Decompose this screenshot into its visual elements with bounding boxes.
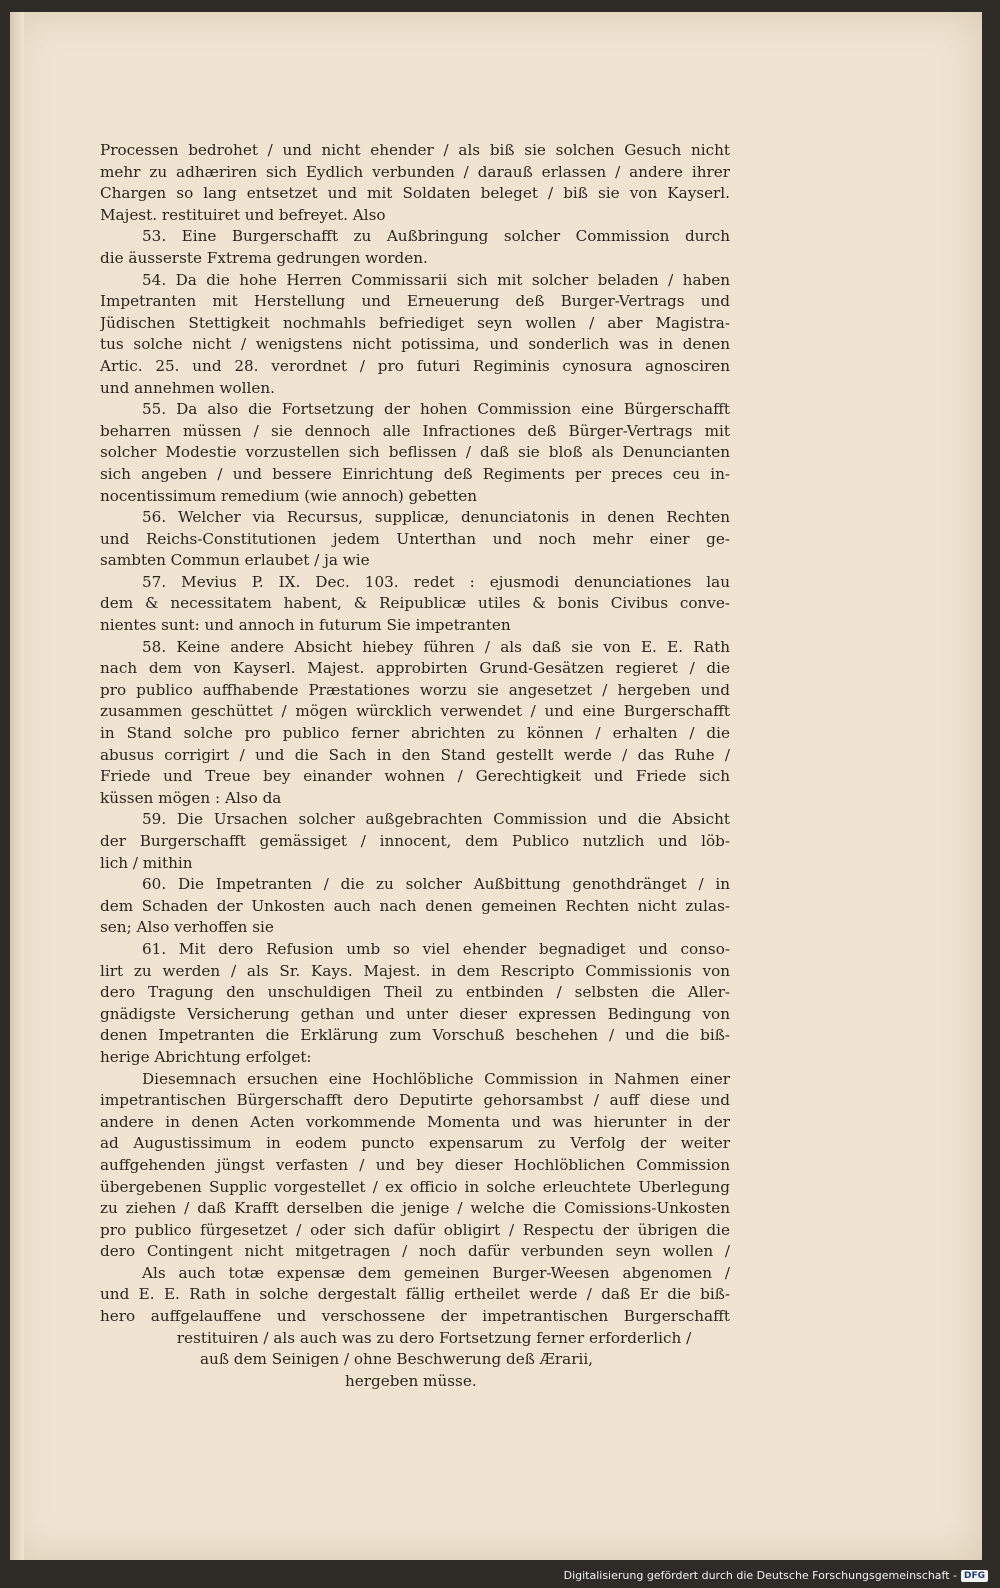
text-line: übergebenen Supplic vorgestellet / ex officio in solche erleuchtete Uberlegung — [100, 1177, 730, 1196]
text-line: und annehmen wollen. — [100, 378, 275, 397]
text-line: andere in denen Acten vorkommende Momenta und was hierunter in der — [100, 1112, 730, 1131]
text-line: pro publico auffhabende Præstationes worzu sie angesetzet / hergeben und — [100, 680, 730, 699]
text-line: Processen bedrohet / und nicht ehender / als biß sie solchen Gesuch nicht — [100, 141, 730, 159]
text-line: küssen mögen : Also da — [100, 788, 282, 807]
text-line: und E. E. Rath in solche dergestalt fällig ertheilet werde / daß Er die biß- — [100, 1285, 730, 1304]
text-line: hergeben müsse. — [345, 1371, 477, 1390]
text-line: dero Contingent nicht mitgetragen / noch dafür verbunden seyn wollen / — [100, 1242, 730, 1261]
text-line: 55. Da also die Fortsetzung der hohen Commission eine Bürgerschafft — [142, 400, 730, 419]
text-line: zu ziehen / daß Krafft derselben die jenige / welche die Comissions-Unkosten — [100, 1199, 730, 1218]
text-line: Friede und Treue bey einander wohnen / Gerechtigkeit und Friede sich — [100, 767, 730, 786]
text-line: nach dem von Kayserl. Majest. approbirten Grund-Gesätzen regieret / die — [100, 659, 730, 678]
page-spine-shadow — [10, 12, 24, 1560]
scanned-page — [10, 12, 982, 1560]
text-line: 59. Die Ursachen solcher außgebrachten Commission und die Absicht — [142, 810, 730, 829]
text-line: gnädigste Versicherung gethan und unter dieser expressen Bedingung von — [100, 1004, 730, 1023]
text-line: beharren müssen / sie dennoch alle Infractiones deß Bürger-Vertrags mit — [100, 421, 730, 440]
text-line: ad Augustissimum in eodem puncto expensarum zu Verfolg der weiter — [100, 1134, 730, 1153]
text-line: impetrantischen Bürgerschafft dero Deputirte gehorsambst / auff diese und — [100, 1091, 730, 1110]
text-line: Jüdischen Stettigkeit nochmahls befriediget seyn wollen / aber Magistra- — [100, 313, 730, 332]
text-line: Chargen so lang entsetzet und mit Soldaten beleget / biß sie von Kayserl. — [100, 184, 730, 203]
text-line: lich / mithin — [100, 853, 193, 872]
text-line: die äusserste Fxtrema gedrungen worden. — [100, 248, 428, 267]
footer-credit-text: Digitalisierung gefördert durch die Deutsche Forschungsgemeinschaft - — [563, 1569, 957, 1582]
text-line: 57. Mevius P. IX. Dec. 103. redet : ejusmodi denunciationes lau — [142, 572, 730, 591]
text-line: sen; Also verhoffen sie — [100, 918, 274, 937]
text-line: in Stand solche pro publico ferner abrichten zu können / erhalten / die — [100, 724, 730, 743]
text-line: nocentissimum remedium (wie annoch) gebetten — [100, 486, 478, 505]
text-line: sambten Commun erlaubet / ja wie — [100, 551, 370, 570]
text-line: Diesemnach ersuchen eine Hochlöbliche Commission in Nahmen einer — [142, 1069, 730, 1088]
text-line: und Reichs-Constitutionen jedem Unterthan und noch mehr einer ge- — [100, 529, 730, 548]
text-line: abusus corrigirt / und die Sach in den Stand gestellt werde / das Ruhe / — [100, 745, 730, 764]
text-line: 58. Keine andere Absicht hiebey führen / als daß sie von E. E. Rath — [142, 637, 730, 656]
text-line: tus solche nicht / wenigstens nicht potissima, und sonderlich was in denen — [100, 335, 730, 354]
text-line: 60. Die Impetranten / die zu solcher Außbittung genothdränget / in — [142, 875, 730, 894]
text-line: solcher Modestie vorzustellen sich beflissen / daß sie bloß als Denuncianten — [100, 443, 730, 462]
text-line: mehr zu adhæriren sich Eydlich verbunden / darauß erlassen / andere ihrer — [100, 162, 730, 181]
text-line: lirt zu werden / als Sr. Kays. Majest. in dem Rescripto Commissionis von — [100, 961, 730, 980]
text-line: dero Tragung den unschuldigen Theil zu entbinden / selbsten die Aller- — [100, 983, 730, 1002]
text-line: dem Schaden der Unkosten auch nach denen gemeinen Rechten nicht zulas- — [100, 896, 730, 915]
text-line: Als auch totæ expensæ dem gemeinen Burger-Weesen abgenomen / — [142, 1263, 730, 1282]
text-line: 53. Eine Burgerschafft zu Außbringung solcher Commission durch — [142, 227, 730, 246]
text-line: Majest. restituiret und befreyet. Also — [100, 205, 386, 224]
text-line: sich angeben / und bessere Einrichtung deß Regiments per preces ceu in- — [100, 464, 730, 483]
text-line: hero auffgelauffene und verschossene der impetrantischen Burgerschafft — [100, 1307, 730, 1326]
text-line: auffgehenden jüngst verfasten / und bey dieser Hochlöblichen Commission — [100, 1155, 730, 1174]
text-line: auß dem Seinigen / ohne Beschwerung deß Ærarii, — [200, 1350, 594, 1369]
text-line: herige Abrichtung erfolget: — [100, 1047, 312, 1066]
text-line: denen Impetranten die Erklärung zum Vorschuß beschehen / und die biß- — [100, 1026, 730, 1045]
text-line: restituiren / als auch was zu dero Fortsetzung ferner erforderlich / — [176, 1328, 692, 1347]
document-text-block — [100, 140, 730, 1392]
text-line: zusammen geschüttet / mögen würcklich verwendet / und eine Burgerschafft — [100, 702, 730, 721]
text-line: nientes sunt: und annoch in futurum Sie impetranten — [100, 616, 511, 635]
footer-credit — [564, 1569, 988, 1582]
text-line: 56. Welcher via Recursus, supplicæ, denunciatonis in denen Rechten — [142, 508, 730, 527]
text-line: Impetranten mit Herstellung und Erneuerung deß Burger-Vertrags und — [100, 292, 730, 311]
text-line: der Burgerschafft gemässiget / innocent, dem Publico nutzlich und löb- — [100, 832, 730, 850]
text-line: 54. Da die hohe Herren Commissarii sich mit solcher beladen / haben — [142, 270, 730, 289]
text-line: dem & necessitatem habent, & Reipublicæ utiles & bonis Civibus conve- — [100, 594, 730, 613]
text-line: 61. Mit dero Refusion umb so viel ehender begnadiget und conso- — [142, 939, 730, 958]
dfg-logo-icon: DFG — [961, 1570, 988, 1582]
text-line: pro publico fürgesetzet / oder sich dafür obligirt / Respectu der übrigen die — [100, 1220, 730, 1239]
text-line: Artic. 25. und 28. verordnet / pro futuri Regiminis cynosura agnosciren — [100, 356, 730, 375]
